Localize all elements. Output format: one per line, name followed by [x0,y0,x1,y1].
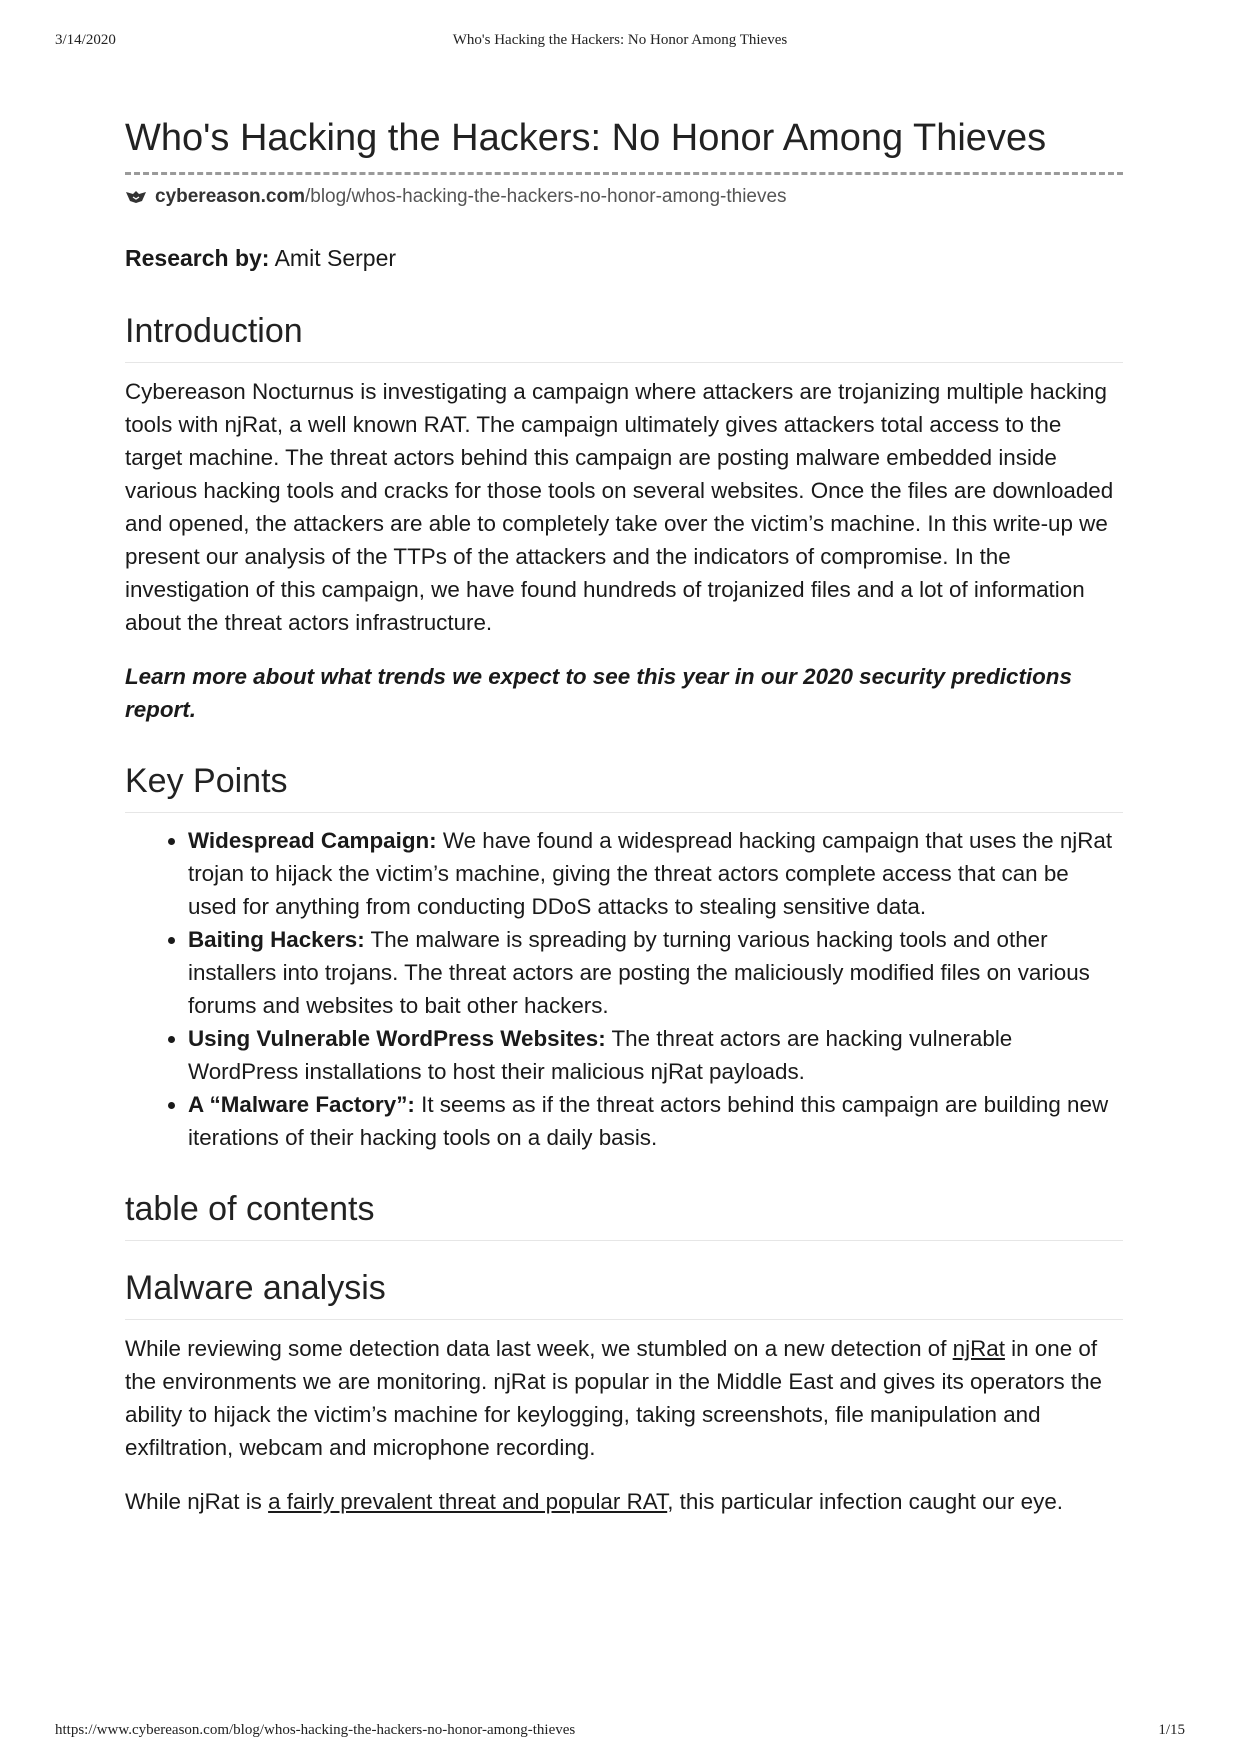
print-url: https://www.cybereason.com/blog/whos-hacking-the-hackers-no-honor-among-thieves [55,1722,576,1738]
paragraph-text: While reviewing some detection data last week, we stumbled on a new detection of [125,1336,953,1361]
table-of-contents-heading: table of contents [125,1186,1123,1241]
source-path: /blog/whos-hacking-the-hackers-no-honor-among-thieves [304,186,787,207]
page-number: 1/15 [1158,1722,1185,1738]
print-date: 3/14/2020 [55,32,116,48]
byline [125,243,1123,273]
introduction-body: Cybereason Nocturnus is investigating a campaign where attackers are trojanizing multiple hacking tools with njRat, a well known RAT. The campaign ultimately gives attackers total access to the target machine. The threat actors behind this campaign are posting malware embedded inside various hacking tools and cracks for those tools on several websites. Once the files are downloaded and opened, the attackers are able to completely take over the victim’s machine. In this write-up we present our analysis of the TTPs of the attackers and the indicators of compromise. In the investigation of this campaign, we have found hundreds of trojanized files and a lot of information about the threat actors infrastructure. [125,379,1114,635]
key-point-text: We have found a widespread hacking campaign that uses the njRat trojan to hijack the victim’s machine, giving the threat actors complete access that can be used for anything from conducting DDoS attacks to stealing sensitive data. [188,828,1113,919]
introduction-heading: Introduction [125,308,1123,363]
njrat-link[interactable]: njRat [952,1336,1005,1361]
list-item [188,1088,1123,1154]
paragraph-text: , this particular infection caught our eye. [667,1489,1063,1514]
byline-name: Amit Serper [269,245,397,271]
key-point-label: Using Vulnerable WordPress Websites: [188,1026,606,1051]
key-point-label: Widespread Campaign: [188,828,437,853]
article [125,110,1123,1518]
source-line [125,184,1123,210]
paragraph-text: in one of the environments we are monitoring. njRat is popular in the Middle East and gives its operators the ability to hijack the victim’s machine for keylogging, taking screenshots, file manipulation and exfiltration, webcam and microphone recording. [125,1336,1102,1460]
list-item [188,923,1123,1022]
source-link[interactable] [155,186,787,207]
predictions-promo-link[interactable]: Learn more about what trends we expect to see this year in our 2020 security predictions report. [125,664,1072,722]
cybereason-logo-icon [125,190,147,204]
malware-analysis-paragraph-2 [125,1485,1123,1518]
paragraph-text: While njRat is [125,1489,269,1514]
key-point-label: A “Malware Factory”: [188,1092,415,1117]
byline-label: Research by: [125,245,270,271]
malware-analysis-paragraph-1 [125,1332,1123,1464]
key-point-text: The malware is spreading by turning various hacking tools and other installers into trojans. The threat actors are posting the maliciously modified files on various forums and websites to bait other hackers. [188,927,1090,1018]
print-header [55,32,1185,52]
print-footer [55,1722,1185,1742]
list-item [188,824,1123,923]
list-item [188,1022,1123,1088]
key-point-label: Baiting Hackers: [188,927,365,952]
source-domain: cybereason.com [155,186,305,207]
key-point-text: The threat actors are hacking vulnerable WordPress installations to host their malicious njRat payloads. [188,1026,1013,1084]
print-title: Who's Hacking the Hackers: No Honor Among Thieves [452,32,788,48]
malware-analysis-heading: Malware analysis [125,1265,1123,1320]
key-points-list [125,824,1123,1154]
article-title: Who's Hacking the Hackers: No Honor Among Thieves [125,110,1123,175]
prevalent-threat-link[interactable]: a fairly prevalent threat and popular RAT [268,1489,668,1514]
key-points-heading: Key Points [125,758,1123,813]
key-point-text: It seems as if the threat actors behind this campaign are building new iterations of their hacking tools on a daily basis. [188,1092,1109,1150]
